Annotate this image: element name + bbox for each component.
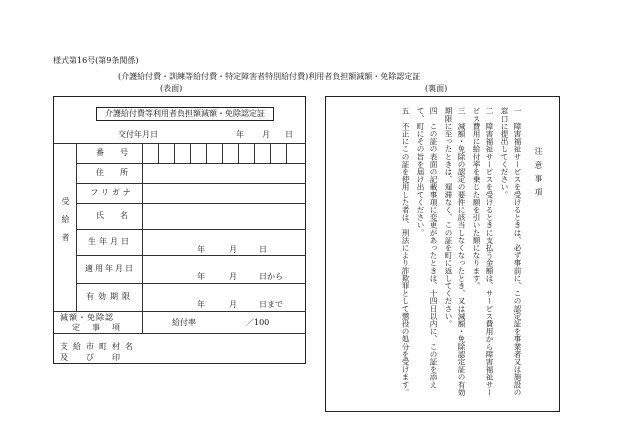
back-side-label: (裏面)	[425, 84, 448, 93]
grid-line	[286, 143, 287, 163]
grid-line	[254, 143, 255, 163]
note-item: 三 減額・免除の認定の要件に該当しなくなったとき、又は減額・免除認定証の有効期限に至ったときは、遅滞なく、この証を町に返してください。	[444, 107, 466, 396]
birth-month-unit: 月	[229, 245, 237, 254]
grid-line	[174, 143, 175, 163]
valid-period-label: 有効期限	[86, 292, 134, 301]
benefit-rate-label: 給付率	[172, 318, 196, 327]
grid-line	[142, 143, 143, 333]
benefit-rate-value: ／100	[246, 318, 270, 327]
notes-section	[397, 107, 545, 399]
issue-year-unit: 年	[236, 130, 244, 139]
grid-line	[76, 183, 306, 184]
note-item: 四 この証の表面の記載事項に変更があったときは、十四日以内に、この証を添えて、町にその旨を届け出てください。	[416, 107, 438, 389]
grid-line	[76, 143, 77, 311]
applicable-date-label: 適用年月日	[85, 264, 135, 273]
grid-line	[76, 229, 306, 230]
valid-until-suffix: 日まで	[259, 300, 283, 309]
front-side-label: (表面)	[160, 84, 183, 93]
reduction-label-line2: 定 事 項	[72, 323, 122, 332]
issuer-label-line1: 支給市町村名	[60, 342, 138, 351]
grid-line	[54, 311, 306, 312]
grid-line	[54, 143, 306, 144]
note-item: 五 不正にこの証を使用した者は、刑法により詐欺罪として懲役の処分を受けます。	[401, 107, 410, 396]
grid-line	[206, 143, 207, 163]
notes-title: 注意事項	[534, 147, 543, 202]
issue-day-unit: 日	[285, 130, 293, 139]
birth-year-unit: 年	[197, 245, 205, 254]
certificate-back	[325, 96, 560, 412]
grid-line	[270, 143, 271, 163]
birth-date-label: 生年月日	[88, 237, 132, 246]
number-label: 番 号	[96, 148, 128, 157]
note-item: 一 障害福祉サービスを受けるときは、必ず事前に、この認定証を事業者又は施設の窓口に提出してください。	[500, 107, 522, 396]
grid-line	[76, 255, 306, 256]
grid-line	[76, 203, 306, 204]
applicable-from-suffix: 日から	[259, 272, 283, 281]
grid-line	[54, 333, 306, 334]
grid-line	[238, 143, 239, 163]
valid-month-unit: 月	[229, 300, 237, 309]
grid-line	[76, 163, 306, 164]
reduction-label-line1: 減額・免除認	[60, 313, 114, 322]
applicable-year-unit: 年	[197, 272, 205, 281]
grid-line	[76, 283, 306, 284]
grid-line	[190, 143, 191, 163]
recipient-label: 受給者	[61, 197, 70, 251]
issue-date-label: 交付年月日	[118, 130, 158, 139]
grid-line	[222, 143, 223, 163]
furigana-label: フリガナ	[90, 188, 134, 197]
applicable-month-unit: 月	[229, 272, 237, 281]
issue-month-unit: 月	[262, 130, 270, 139]
form-number: 様式第16号(第9条関係)	[53, 56, 139, 65]
birth-day-unit: 日	[259, 245, 267, 254]
certificate-title: 介護給付費等利用者負担額減額・免除認定証	[96, 107, 274, 121]
note-item: 二 障害福祉サービスを受けるときに支払う金額は、サービス費用から障害福祉サービス費用に給付率を乗じた額を引いた額になります。	[472, 107, 494, 396]
grid-line	[158, 143, 159, 163]
issuer-label-line2: 及 び 印	[60, 353, 125, 362]
address-label: 住 所	[96, 168, 128, 177]
form-title: (介護給付費・訓練等給付費・特定障害者特別給付費)利用者負担額減額・免除認定証	[118, 72, 421, 81]
valid-year-unit: 年	[197, 300, 205, 309]
name-label: 氏 名	[96, 211, 128, 220]
certificate-front	[53, 96, 306, 364]
